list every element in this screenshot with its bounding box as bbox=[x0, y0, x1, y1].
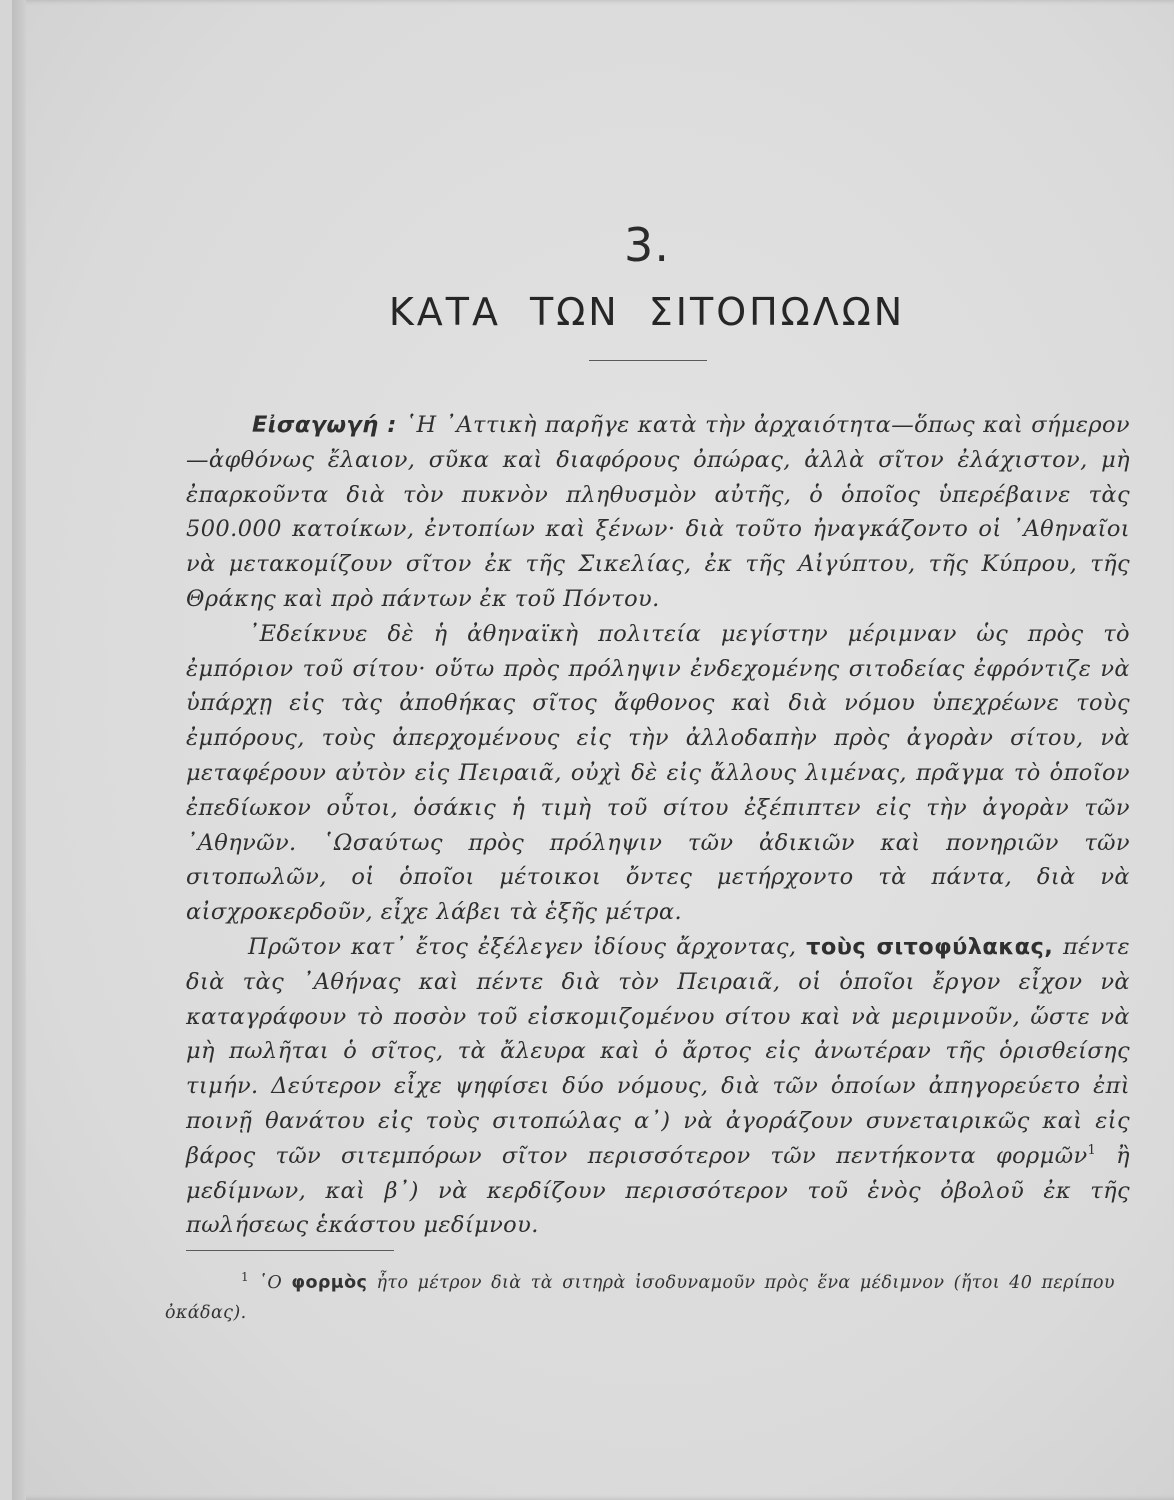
third-paragraph-opening: Πρῶτον κατ᾿ ἔτος ἐξέλεγεν ἰδίους ἄρχοντας, bbox=[248, 933, 797, 960]
intro-paragraph-text: ῾Η ᾿Αττικὴ παρῆγε κατὰ τὴν ἀρχαιότητα—ὅπως καὶ σήμερον—ἀφθόνως ἔλαιον, σῦκα καὶ διαφόρους ὀπώρας, ἀλλὰ σῖτον ἐλάχιστον, μὴ ἐπαρκοῦντα διὰ τὸν πυκνὸν πληθυσμὸν αὐτῆς, ὁ ὁποῖος ὑπερέβαινε τὰς 500.000 κατοίκων, ἐντοπίων καὶ ξένων· διὰ τοῦτο ἠναγκάζοντο οἱ ᾿Αθηναῖοι νὰ μετακομίζουν σῖτον ἐκ τῆς Σικελίας, ἐκ τῆς Αἰγύπτου, τῆς Κύπρου, τῆς Θράκης καὶ πρὸ πάντων ἐκ τοῦ Πόντου. bbox=[186, 412, 1130, 612]
footnote bbox=[165, 1268, 1115, 1328]
intro-paragraph bbox=[186, 408, 1130, 617]
third-paragraph-ending: ἢ μεδίμνων, καὶ β᾿) νὰ κερδίζουν περισσότερον τοῦ ἑνὸς ὀβολοῦ ἐκ τῆς πωλήσεως ἑκάστου μεδίμνου. bbox=[186, 1142, 1130, 1239]
third-paragraph bbox=[186, 930, 1130, 1243]
footnote-mark: 1 bbox=[241, 1270, 250, 1284]
footnote-article: ῾Ο bbox=[258, 1273, 283, 1293]
third-paragraph-middle: πέντε διὰ τὰς ᾿Αθήνας καὶ πέντε διὰ τὸν Πειραιᾶ, οἱ ὁποῖοι ἔργον εἶχον νὰ καταγράφουν τὸ ποσὸν τοῦ εἰσκομιζομένου σίτου καὶ νὰ μεριμνοῦν, ὥστε νὰ μὴ πωλῆται ὁ σῖτος, τὰ ἄλευρα καὶ ὁ ἄρτος εἰς ἀνωτέραν τῆς ὁρισθείσης τιμήν. Δεύτερον εἶχε ψηφίσει δύο νόμους, διὰ τῶν ὁποίων ἀπηγορεύετο ἐπὶ ποινῇ θανάτου εἰς τοὺς σιτοπώλας α᾿) νὰ ἀγοράζουν συνεταιρικῶς καὶ εἰς βάρος τῶν σιτεμπόρων σῖτον περισσότερον τῶν πεντήκοντα φορμῶν bbox=[186, 933, 1130, 1169]
intro-label: Εἰσαγωγή : bbox=[252, 412, 397, 438]
chapter-title: ΚΑΤΑ ΤΩΝ ΣΙΤΟΠΩΛΩΝ bbox=[388, 290, 906, 334]
second-paragraph: ᾿Εδείκνυε δὲ ἡ ἀθηναϊκὴ πολιτεία μεγίστην μέριμναν ὡς πρὸς τὸ ἐμπόριον τοῦ σίτου· οὕτω πρὸς πρόληψιν ἐνδεχομένης σιτοδείας ἐφρόντιζε νὰ ὑπάρχῃ εἰς τὰς ἀποθήκας σῖτος ἄφθονος καὶ διὰ νόμου ὑπεχρέωνε τοὺς ἐμπόρους, τοὺς ἀπερχομένους εἰς τὴν ἀλλοδαπὴν πρὸς ἀγορὰν σίτου, νὰ μεταφέρουν αὐτὸν εἰς Πειραιᾶ, οὐχὶ δὲ εἰς ἄλλους λιμένας, πρᾶγμα τὸ ὁποῖον ἐπεδίωκον οὗτοι, ὁσάκις ἡ τιμὴ τοῦ σίτου ἐξέπιπτεν εἰς τὴν ἀγορὰν τῶν ᾿Αθηνῶν. ῾Ωσαύτως πρὸς πρόληψιν τῶν ἀδικιῶν καὶ πονηριῶν τῶν σιτοπωλῶν, οἱ ὁποῖοι μέτοικοι ὄντες μετήρχοντο τὰ πάντα, διὰ νὰ αἰσχροκερδοῦν, εἶχε λάβει τὰ ἑξῆς μέτρα. bbox=[186, 620, 1130, 926]
footnote-text bbox=[165, 1268, 1115, 1328]
body-text bbox=[186, 408, 1130, 1243]
footnote-term: φορμὸς bbox=[291, 1273, 368, 1293]
footnote-divider bbox=[186, 1250, 394, 1251]
footnote-reference[interactable]: 1 bbox=[1087, 1142, 1097, 1158]
chapter-number: 3. bbox=[624, 218, 670, 272]
footnote-body: ἦτο μέτρον διὰ τὰ σιτηρὰ ἰσοδυναμοῦν πρὸς ἕνα μέδιμνον (ἤτοι 40 περίπου ὀκάδας). bbox=[165, 1273, 1115, 1323]
title-divider bbox=[589, 360, 707, 361]
sitophylakes-term: τοὺς σιτοφύλακας, bbox=[806, 933, 1054, 960]
